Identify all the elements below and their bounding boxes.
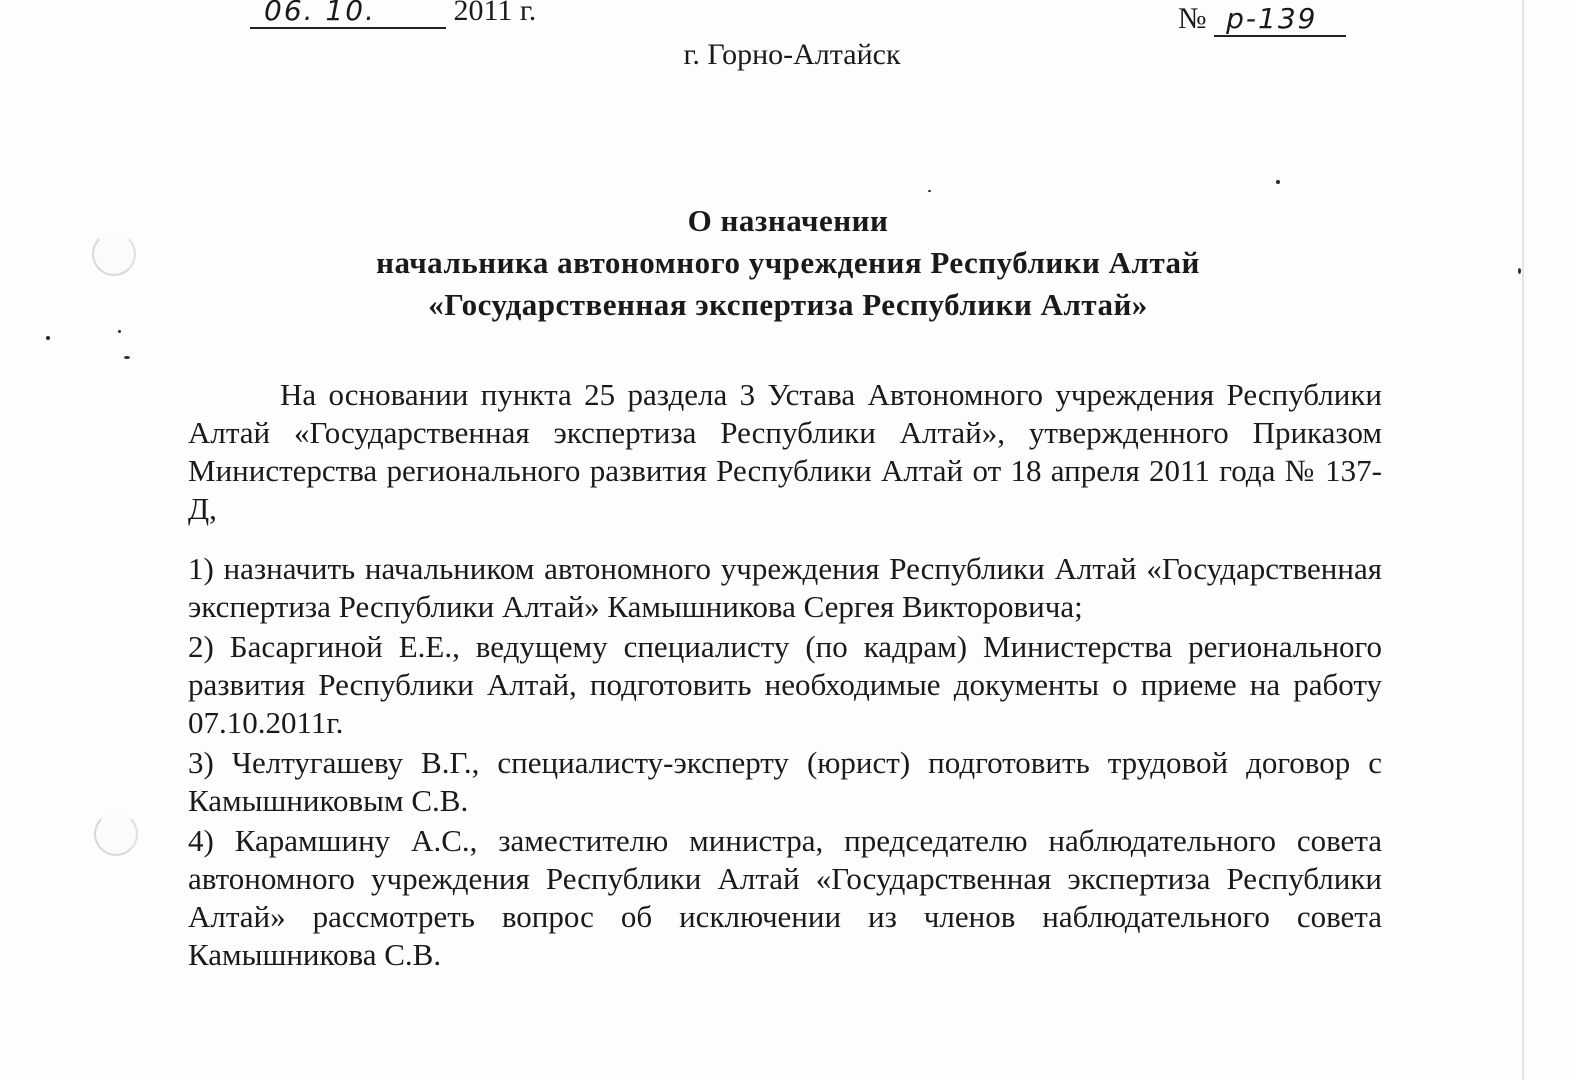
order-item-3: 3) Челтугашеву В.Г., специалисту-эксперту (юрист) подготовить трудовой договор с Камышниковым С.В. [188,745,1382,818]
scan-speck [118,330,121,333]
order-item-1: 1) назначить начальником автономного учреждения Республики Алтай «Государственная экспертиза Республики Алтай» Камышникова Сергея Викторовича; [188,551,1382,624]
city-line: г. Горно-Алтайск [683,38,901,71]
scan-speck [928,190,931,192]
date-handwritten: 06. 10. [250,0,446,29]
number-handwritten: р-139 [1214,2,1346,37]
preamble-paragraph: На основании пункта 25 раздела 3 Устава Автономного учреждения Республики Алтай «Государственная экспертиза Республики Алтай», утвержденного Приказом Министерства регионального развития Республики Алтай от 18 апреля 2011 года № 137-Д, [188,377,1382,526]
date-year: 2011 г. [453,0,537,27]
title-line-2: начальника автономного учреждения Республики Алтай [376,245,1200,280]
punch-hole-bottom [94,812,138,856]
document-body [188,376,1382,976]
title-line-1: О назначении [687,203,889,238]
order-item-2: 2) Басаргиной Е.Е., ведущему специалисту (по кадрам) Министерства регионального развития Республики Алтай, подготовить необходимые документы о приеме на работу 07.10.2011г. [188,629,1382,740]
order-item-4: 4) Карамшину А.С., заместителю министра, председателю наблюдательного совета автономного учреждения Республики Алтай «Государственная экспертиза Республики Алтай» рассмотреть вопрос об исключении из членов наблюдательного совета Камышникова С.В. [188,823,1382,972]
document-title [0,200,1576,326]
page-edge-line [1522,0,1524,1080]
title-line-3: «Государственная экспертиза Республики Алтай» [428,287,1148,322]
document-date [250,0,536,29]
scan-speck [1276,180,1280,184]
scan-speck [46,336,50,340]
scan-speck [124,356,130,359]
number-sign: № [1178,2,1207,35]
document-number [1178,2,1346,37]
